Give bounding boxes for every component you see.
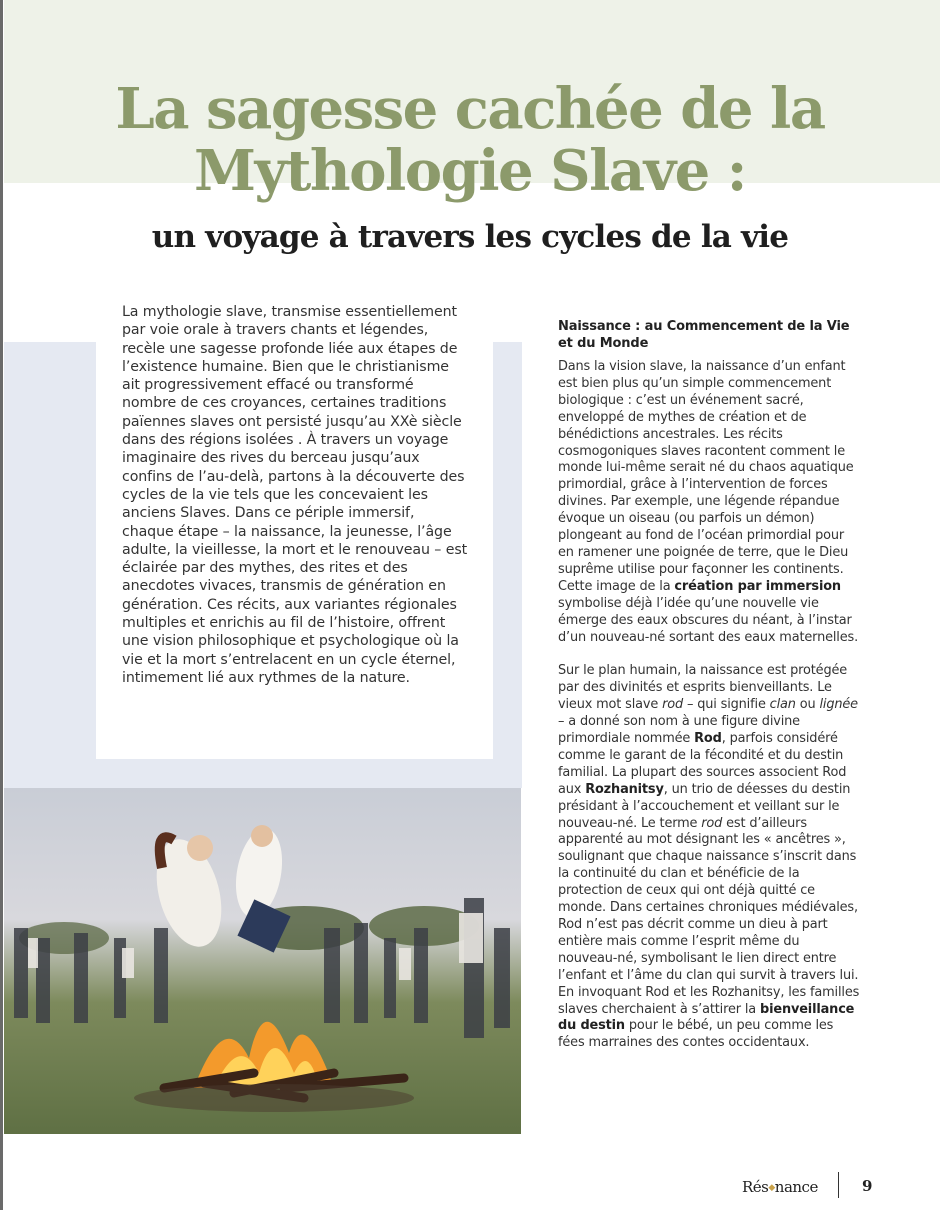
p2-text-f: , un trio de déesses du destin présidant à l’accouchement et veillant sur le nouveau-né. Le terme <box>558 781 851 831</box>
section-paragraph-2 <box>558 663 860 1052</box>
title-line-1: La sagesse cachée de la <box>115 76 825 142</box>
p2-italic-rod: rod <box>662 697 684 713</box>
bonfire-photo-illustration <box>4 788 521 1134</box>
p2-text-g: est d’ailleurs apparenté au mot désignant les « ancêtres », soulignant que chaque naissance s’inscrit dans la continuité du clan et bénéficie de la protection de ceux qui ont déjà quitté ce monde. Dans certaines chroniques médiévales, Rod n’est pas décrit comme un dieu à part entière mais comme l’esprit même du nouveau-né, symbolisant le lien direct entre l’enfant et l’âme du clan qui survit à travers lui. En invoquant Rod et les Rozhanitsy, les familles slaves cherchaient à s’attirer la <box>558 815 860 1017</box>
p1-text-a: Dans la vision slave, la naissance d’un enfant est bien plus qu’un simple commencement biologique : c’est un événement sacré, enveloppé de mythes de création et de bénédictions ancestrales. Les récits cosmogoniques slaves racontent comment le monde lui-même serait né du chaos aquatique primordial, grâce à l’intervention de forces divines. Par exemple, une légende répandue évoque un oiseau (ou parfois un démon) plongeant au fond de l’océan primordial pour en ramener une poignée de terre, que le Dieu suprême utilise pour façonner les continents. Cette image de la <box>558 359 854 594</box>
p2-italic-lignee: lignée <box>819 697 858 713</box>
p2-bold-rod: Rod <box>694 731 722 747</box>
section-heading: Naissance : au Commencement de la Vie et du Monde <box>558 319 850 351</box>
p2-italic-rod-term: rod <box>701 815 723 831</box>
page-number: 9 <box>862 1177 873 1195</box>
p1-bold-creation: création par immersion <box>674 578 841 594</box>
p2-text-d: – a donné son nom à une figure divine primordiale nommée <box>558 714 800 747</box>
p2-bold-bienveillance: bienveillance du destin <box>558 1001 855 1034</box>
p2-text-a: Sur le plan humain, la naissance est protégée par des divinités et esprits bienveillants. Le vieux mot slave <box>558 663 848 713</box>
intro-box <box>96 298 493 759</box>
article-column <box>558 318 860 1069</box>
p1-text-c: symbolise déjà l’idée qu’une nouvelle vie émerge des eaux obscures du néant, à l’instar d’un nouveau-né sortant des eaux maternelles. <box>558 595 859 645</box>
p2-bold-rozhanitsy: Rozhanitsy <box>585 781 664 797</box>
section-paragraph-1 <box>558 359 860 646</box>
page-title <box>0 78 940 202</box>
page-subtitle: un voyage à travers les cycles de la vie <box>151 219 789 255</box>
intro-paragraph: La mythologie slave, transmise essentiellement par voie orale à travers chants et légendes, recèle une sagesse profonde liée aux étapes de l’existence humaine. Bien que le christianisme ait progressivement effacé ou transformé nombre de ces croyances, certaines traditions païennes slaves ont persisté jusqu’au XXè siècle dans des régions isolées . À travers un voyage imaginaire des rives du berceau jusqu’aux confins de l’au-delà, partons à la découverte des cycles de la vie tels que les concevaient les anciens Slaves. Dans ce périple immersif, chaque étape – la naissance, la jeunesse, l’âge adulte, la vieillesse, la mort et le renouveau – est éclairée par des mythes, des rites et des anecdotes vivaces, transmis de génération en génération. Ces récits, aux variantes régionales multiples et enrichis au fil de l’histoire, offrent une vision philosophique et psychologique où la vie et la mort s’entrelacent en un cycle éternel, intimement lié aux rythmes de la nature. <box>122 304 468 686</box>
p2-italic-clan: clan <box>769 697 796 713</box>
p2-text-e: , parfois considéré comme le garant de la fécondité et du destin familial. La plupart des sources associent Rod aux <box>558 731 847 797</box>
p2-text-h: pour le bébé, un peu comme les fées marraines des contes occidentaux. <box>558 1018 834 1051</box>
bonfire-photo <box>4 788 521 1134</box>
p2-text-c: ou <box>795 697 820 713</box>
magazine-brand <box>742 1178 818 1196</box>
p2-text-b: – qui signifie <box>683 697 770 713</box>
brand-dot-icon: ◆ <box>768 1183 775 1193</box>
brand-right: nance <box>774 1178 818 1196</box>
title-line-2: Mythologie Slave : <box>194 138 746 204</box>
brand-left: Rés <box>742 1178 769 1196</box>
footer-divider <box>838 1172 839 1198</box>
